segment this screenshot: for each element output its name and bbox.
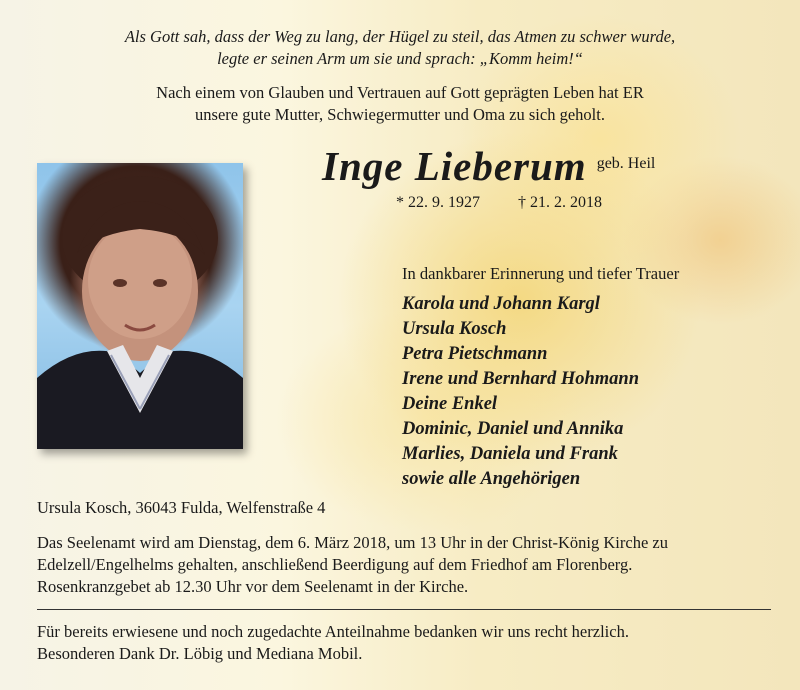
birth-date: * 22. 9. 1927: [396, 194, 480, 211]
quote-line-2: legte er seinen Arm um sie und sprach: „Komm heim!“: [217, 49, 583, 68]
service-details: [37, 532, 777, 598]
family-list: [402, 292, 639, 492]
family-member: Ursula Kosch: [402, 319, 507, 339]
portrait-photo: [37, 163, 243, 449]
mourning-line: In dankbarer Erinnerung und tiefer Trauer: [402, 264, 680, 283]
thanks-line-2: Besonderen Dank Dr. Löbig und Mediana Mobil.: [37, 644, 363, 663]
contact-address: Ursula Kosch, 36043 Fulda, Welfenstraße 4: [37, 498, 326, 517]
family-member: Karola und Johann Kargl: [402, 294, 600, 314]
family-member: Irene und Bernhard Hohmann: [402, 369, 639, 389]
service-line-2: Edelzell/Engelhelms gehalten, anschließend Beerdigung auf dem Friedhof am Florenberg.: [37, 555, 633, 574]
deceased-name-row: [322, 142, 655, 190]
opening-quote: [0, 26, 800, 70]
death-date: † 21. 2. 2018: [518, 194, 602, 211]
divider: [37, 609, 771, 610]
family-member: Petra Pietschmann: [402, 344, 548, 364]
life-dates: [396, 194, 602, 212]
thanks-line-1: Für bereits erwiesene und noch zugedachte Anteilnahme bedanken wir uns recht herzlich.: [37, 622, 629, 641]
service-line-3: Rosenkranzgebet ab 12.30 Uhr vor dem Seelenamt in der Kirche.: [37, 577, 469, 596]
family-member: Marlies, Daniela und Frank: [402, 444, 618, 464]
intro-text: [0, 82, 800, 126]
family-member: sowie alle Angehörigen: [402, 469, 581, 489]
intro-line-2: unsere gute Mutter, Schwiegermutter und Oma zu sich geholt.: [195, 105, 605, 124]
family-member: Deine Enkel: [402, 394, 498, 414]
quote-line-1: Als Gott sah, dass der Weg zu lang, der Hügel zu steil, das Atmen zu schwer wurde,: [124, 27, 676, 46]
intro-line-1: Nach einem von Glauben und Vertrauen auf Gott geprägten Leben hat ER: [156, 83, 644, 102]
portrait-illustration: [37, 163, 243, 449]
deceased-name: Inge Lieberum: [322, 143, 587, 189]
family-member: Dominic, Daniel und Annika: [402, 419, 624, 439]
service-line-1: Das Seelenamt wird am Dienstag, dem 6. März 2018, um 13 Uhr in der Christ-König Kirche zu: [37, 533, 668, 552]
maiden-name: geb. Heil: [596, 155, 656, 172]
thanks-text: [37, 621, 629, 665]
